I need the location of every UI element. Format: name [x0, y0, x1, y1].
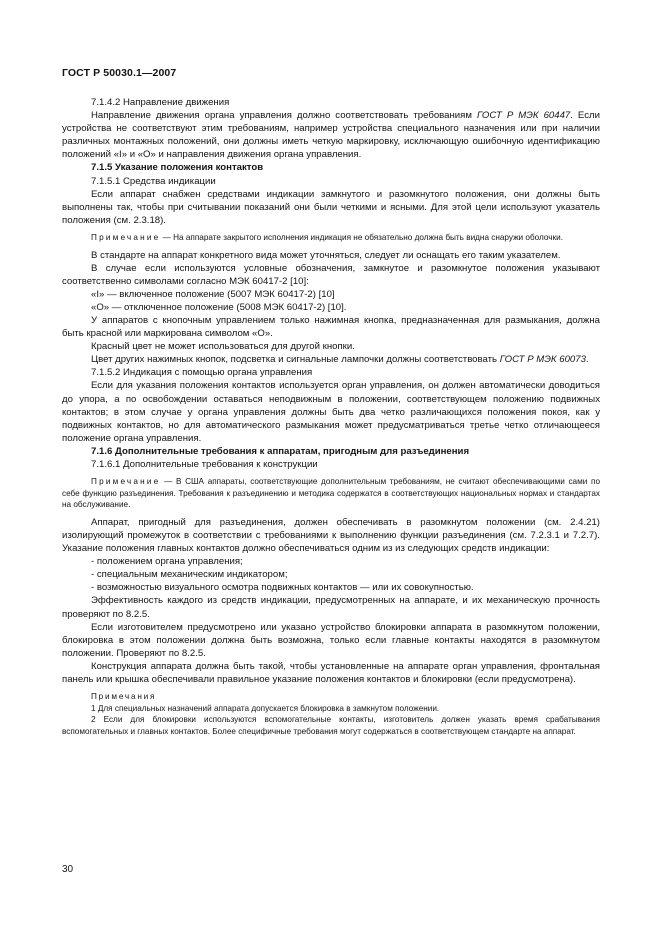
paragraph: Если изготовителем предусмотрено или указано устройство блокировки аппарата в разомкнутом положении, блокировка в этом положении должна быть возможна, только если главные контакты находятся в разомкнутом положении. Проверяют по 8.2.5. — [62, 621, 600, 659]
section-7142-title: 7.1.4.2 Направление движения — [91, 97, 230, 108]
page-content — [62, 96, 600, 738]
paragraph: Аппарат, пригодный для разъединения, должен обеспечивать в разомкнутом положении (см. 2.4.21) изолирующий промежуток в соответствии с требованиями к выполнению функции разъединения (см. 7.2.3.1 и 7.2.7). Указание положения главных контактов должно обеспечиваться одним из из следующих средств индикации: — [62, 516, 600, 555]
section-716-title: 7.1.6 Дополнительные требования к аппаратам, пригодным для разъединения — [91, 445, 470, 457]
paragraph: У аппаратов с кнопочным управлением только нажимная кнопка, предназначенная для размыкания, должна быть красной или маркирована символом «O». — [62, 315, 600, 340]
note-item: 1 Для специальных назначений аппарата допускается блокировка в замкнутом положении. — [91, 703, 440, 713]
paragraph: Конструкция аппарата должна быть такой, чтобы установленные на аппарате орган управления, фронтальная панель или крышка обеспечивали правильное указание положения контактов и блокировки (если предусмотрена). — [62, 660, 600, 686]
note-label: Примечание — [91, 232, 161, 242]
paragraph: «O» — отключенное положение (5008 МЭК 60417-2) [10]. — [91, 301, 347, 313]
section-7161-title: 7.1.6.1 Дополнительные требования к конструкции — [91, 459, 318, 471]
section-7152-title: 7.1.5.2 Индикация с помощью органа управления — [91, 367, 313, 379]
note-item: 2 Если для блокировки используются вспомогательные контакты, изготовитель должен указать время срабатывания вспомогательных и главных контактов. Более специфичные требования могут содержаться в соответствующем стандарте на аппарат. — [62, 715, 600, 736]
paragraph: Цвет других нажимных кнопок, подсветка и сигнальные лампочки должны соответствовать ГОСТ Р МЭК 60073. — [91, 354, 589, 366]
page-number: 30 — [62, 864, 74, 875]
note-2: Примечание — В США аппараты, соответствующие дополнительным требованиям, не считают обеспечивающими сами по себе функцию разъединения. Требования к разъединению и методика содержатся в соответствующих национальных нормах и стандартах на обслуживание. — [62, 477, 600, 510]
paragraph: В стандарте на аппарат конкретного вида может уточняться, следует ли оснащать его таким указателем. — [91, 249, 561, 261]
section-7151-title: 7.1.5.1 Средства индикации — [91, 175, 216, 187]
note-label: Примечание — [91, 477, 161, 487]
section-715-title: 7.1.5 Указание положения контактов — [91, 162, 264, 174]
paragraph: Красный цвет не может использоваться для другой кнопки. — [91, 341, 355, 353]
section-7152-paragraph: Если для указания положения контактов используется орган управления, он должен автоматически доводиться до упора, а по освобождении оставаться неподвижным в положении, соответствующем положению подвижных контактов; в этом случае у органа управления должны быть два четко различающихся положения покоя, как у подвижных контактов, но для автоматического размыкания может предусматриваться третье четко отличающееся положение органа управления. — [62, 380, 600, 444]
notes-heading: Примечания — [91, 692, 157, 702]
document-header: ГОСТ Р 50030.1—2007 — [62, 67, 177, 79]
paragraph: В случае если используются условные обозначения, замкнутое и разомкнутое положения указывают соответственно символами согласно МЭК 60417-2 [10]: — [62, 262, 600, 287]
standard-reference: ГОСТ Р МЭК 60073 — [499, 354, 586, 366]
standard-reference: ГОСТ Р МЭК 60447 — [476, 110, 571, 122]
paragraph: Эффективность каждого из средств индикации, предусмотренных на аппарате, и их механическую прочность проверяют по 8.2.5. — [62, 595, 600, 620]
list-item: - возможностью визуального осмотра подвижных контактов — или их совокупностью. — [91, 582, 474, 594]
list-item: - положением органа управления; — [91, 556, 243, 568]
section-7151-paragraph: Если аппарат снабжен средствами индикации замкнутого и разомкнутого положения, они должны быть выполнены так, чтобы при считывании показаний они были четкими и ясными. Для этой цели используют указатель положения (см. 2.3.18). — [62, 188, 600, 226]
note-1: Примечание — На аппарате закрытого исполнения индикация не обязательно должна быть видна снаружи оболочки. — [91, 232, 563, 242]
paragraph: «I» — включенное положение (5007 МЭК 60417-2) [10] — [91, 288, 335, 300]
section-7142-paragraph: Направление движения органа управления должно соответствовать требованиям ГОСТ Р МЭК 60447. Если устройства не соответствуют этим требованиям, например устройства специального назначения или при наличии различных монтажных положений, они должны иметь четкую маркировку, исключающую ошибочную идентификацию положений «I» и «O» и направления движения органа управления. — [62, 110, 600, 161]
list-item: - специальным механическим индикатором; — [91, 569, 288, 581]
